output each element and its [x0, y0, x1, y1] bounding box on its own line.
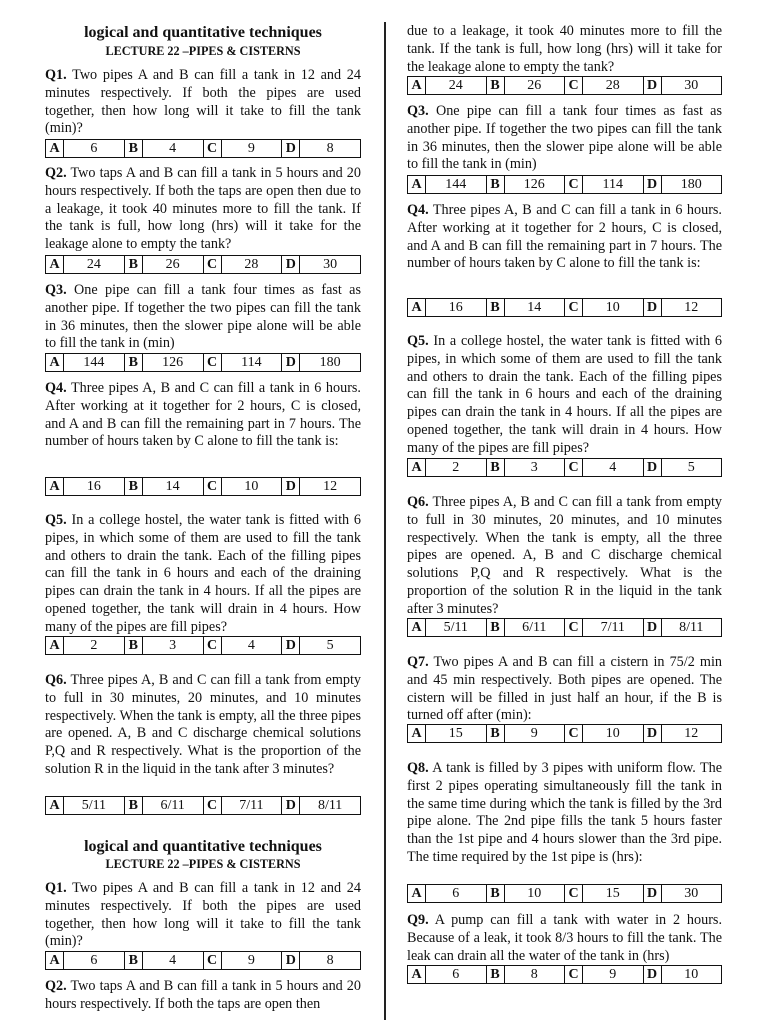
question-3 — [407, 103, 722, 174]
options-table — [407, 298, 722, 317]
question-text: Three pipes A, B and C can fill a tank from empty to full in 30 minutes, 20 minutes, and 10 minutes respectively. When the tank is empty, all the three pipes are opened. A, B and C discharge chemical solutions P,Q and R respectively. What is the proportion of the solution R in the liquid in the tank after 3 minutes? — [45, 672, 361, 777]
option-letter: B — [486, 725, 504, 743]
option-letter: B — [124, 797, 142, 815]
question-3 — [45, 282, 361, 353]
option-value: 180 — [661, 176, 722, 194]
document-title: logical and quantitative techniques — [84, 24, 322, 41]
question-number: Q3. — [45, 282, 67, 298]
options-table — [45, 255, 361, 274]
options-row — [408, 725, 722, 743]
option-letter: D — [643, 459, 661, 477]
question-number: Q1. — [45, 67, 67, 83]
option-letter: D — [643, 299, 661, 317]
option-value: 4 — [142, 140, 203, 158]
option-value: 5/11 — [426, 619, 487, 637]
option-letter: D — [282, 952, 300, 970]
options-table — [45, 636, 361, 655]
option-letter: A — [408, 77, 426, 95]
option-value: 144 — [64, 354, 125, 372]
question-text: In a college hostel, the water tank is fitted with 6 pipes, in which some of them are used to fill the tank and others to drain the tank. Each of the filling pipes can fill the tank in 6 hours and each of the draining pipes can drain the tank in 4 hours. If all the pipes are opened together, the tank will drain in 4 hours. How many of the pipes are fill pipes? — [45, 512, 362, 635]
option-letter: B — [486, 176, 504, 194]
option-value: 5/11 — [64, 797, 125, 815]
option-letter: A — [46, 478, 64, 496]
options-row — [46, 478, 361, 496]
question-text: Three pipes A, B and C can fill a tank from empty to full in 30 minutes, 20 minutes, and 10 minutes respectively. When the tank is empty, all the three pipes are opened. A, B and C discharge chemical solutions P,Q and R respectively. What is the proportion of the solution R in the liquid in the tank after 3 minutes? — [407, 494, 723, 617]
question-text: One pipe can fill a tank four times as fast as another pipe. If together the two pipes can fill the tank in 36 minutes, then the slower pipe alone will be able to fill the tank in (min) — [407, 103, 723, 173]
question-4 — [407, 202, 722, 273]
option-letter: B — [124, 256, 142, 274]
question-number: Q8. — [407, 760, 429, 776]
option-letter: B — [124, 637, 142, 655]
question-number: Q1. — [45, 880, 67, 896]
question-number: Q4. — [45, 380, 67, 396]
options-row — [408, 176, 722, 194]
question-text: Two taps A and B can fill a tank in 5 hours and 20 hours respectively. If both the taps are open then due to a leakage, it took 40 minutes more to fill the tank. If the tank is full, how long (hrs) will it take for the leakage alone to empty the tank? — [45, 165, 361, 253]
option-letter: C — [565, 966, 583, 984]
option-letter: D — [282, 478, 300, 496]
option-value: 26 — [142, 256, 203, 274]
option-letter: C — [203, 354, 221, 372]
question-text: Two taps A and B can fill a tank in 5 hours and 20 hours respectively. If both the taps are open then — [45, 978, 361, 1012]
question-5 — [407, 333, 722, 458]
question-8 — [407, 760, 722, 867]
question-7 — [407, 654, 722, 725]
option-value: 4 — [583, 459, 644, 477]
question-2 — [45, 165, 361, 254]
option-value: 5 — [300, 637, 361, 655]
option-value: 8/11 — [661, 619, 722, 637]
option-value: 7/11 — [583, 619, 644, 637]
column-divider — [384, 22, 386, 1020]
option-value: 3 — [142, 637, 203, 655]
option-value: 14 — [142, 478, 203, 496]
option-letter: A — [46, 797, 64, 815]
option-letter: D — [643, 77, 661, 95]
question-text: In a college hostel, the water tank is fitted with 6 pipes, in which some of them are used to fill the tank and others to drain the tank. Each of the filling pipes can fill the tank in 6 hours and each of the draining pipes can drain the tank in 4 hours. If all the pipes are opened together, the tank will drain in 4 hours. How many of the pipes are fill pipes? — [407, 333, 723, 456]
option-letter: A — [46, 637, 64, 655]
options-row — [408, 966, 722, 984]
option-letter: D — [282, 256, 300, 274]
option-value: 5 — [661, 459, 722, 477]
option-value: 126 — [142, 354, 203, 372]
question-text: Three pipes A, B and C can fill a tank in 6 hours. After working at it together for 2 hours, C is closed, and A and B can fill the remaining part in 7 hours. The number of hours taken by C alone to fill the tank is: — [407, 202, 722, 272]
option-value: 12 — [661, 299, 722, 317]
options-row — [408, 459, 722, 477]
option-letter: A — [408, 176, 426, 194]
option-value: 30 — [300, 256, 361, 274]
lecture-heading: LECTURE 22 –PIPES & CISTERNS — [105, 44, 301, 58]
lecture-heading-repeat: LECTURE 22 –PIPES & CISTERNS — [105, 857, 301, 871]
option-letter: B — [486, 77, 504, 95]
option-letter: C — [565, 299, 583, 317]
option-value: 144 — [426, 176, 487, 194]
option-value: 26 — [504, 77, 565, 95]
question-text: One pipe can fill a tank four times as fast as another pipe. If together the two pipes can fill the tank in 36 minutes, then the slower pipe alone will be able to fill the tank in (min) — [45, 282, 361, 352]
option-value: 24 — [426, 77, 487, 95]
option-letter: D — [643, 176, 661, 194]
option-value: 9 — [583, 966, 644, 984]
question-text: Two pipes A and B can fill a cistern in 75/2 min and 45 min respectively. Both pipes are opened. The cistern will be filled in just half an hour, if the B is turned off after (min): — [407, 654, 722, 724]
option-letter: B — [486, 885, 504, 903]
options-table — [407, 884, 722, 903]
options-row — [46, 637, 361, 655]
option-letter: D — [643, 619, 661, 637]
option-value: 180 — [300, 354, 361, 372]
options-row — [408, 885, 722, 903]
option-letter: C — [203, 952, 221, 970]
options-row — [408, 619, 722, 637]
option-letter: C — [565, 176, 583, 194]
option-value: 6/11 — [504, 619, 565, 637]
option-letter: B — [124, 354, 142, 372]
option-letter: A — [408, 459, 426, 477]
option-letter: C — [565, 77, 583, 95]
option-value: 15 — [426, 725, 487, 743]
option-value: 6 — [64, 952, 125, 970]
option-value: 10 — [221, 478, 282, 496]
option-value: 126 — [504, 176, 565, 194]
question-text: A pump can fill a tank with water in 2 hours. Because of a leak, it took 8/3 hours to fill the tank. The leak can drain all the water of the tank in (hrs) — [407, 912, 722, 964]
option-letter: B — [124, 140, 142, 158]
option-letter: B — [486, 299, 504, 317]
option-value: 6 — [426, 885, 487, 903]
question-number: Q3. — [407, 103, 429, 119]
option-letter: C — [203, 797, 221, 815]
option-value: 9 — [221, 140, 282, 158]
option-letter: A — [46, 952, 64, 970]
options-table — [45, 139, 361, 158]
question-number: Q6. — [45, 672, 67, 688]
question-number: Q9. — [407, 912, 429, 928]
question-9 — [407, 912, 722, 965]
option-value: 6/11 — [142, 797, 203, 815]
options-row — [408, 299, 722, 317]
question-text: A tank is filled by 3 pipes with uniform flow. The first 2 pipes operating simultaneously fill the tank in the same time during which the tank is filled by the 3rd pipe alone. The 2nd pipe fills the tank 5 hours faster than the 1st pipe and 4 hours slower than the 3rd pipe. The time required by the 1st pipe is (hrs): — [407, 760, 723, 865]
option-value: 8 — [300, 952, 361, 970]
option-letter: C — [565, 725, 583, 743]
option-letter: A — [408, 885, 426, 903]
question-4 — [45, 380, 361, 451]
option-value: 8 — [504, 966, 565, 984]
options-row — [408, 77, 722, 95]
options-table — [407, 724, 722, 743]
option-value: 9 — [504, 725, 565, 743]
option-letter: C — [203, 478, 221, 496]
question-5 — [45, 512, 361, 637]
option-value: 10 — [504, 885, 565, 903]
option-value: 8 — [300, 140, 361, 158]
option-letter: D — [643, 885, 661, 903]
options-table — [407, 175, 722, 194]
option-letter: B — [486, 619, 504, 637]
option-value: 6 — [426, 966, 487, 984]
options-table — [45, 353, 361, 372]
question-6 — [407, 494, 722, 619]
options-row — [46, 354, 361, 372]
question-number: Q2. — [45, 978, 67, 994]
option-letter: A — [46, 256, 64, 274]
option-value: 10 — [583, 299, 644, 317]
option-value: 114 — [583, 176, 644, 194]
option-value: 28 — [221, 256, 282, 274]
options-row — [46, 797, 361, 815]
option-value: 7/11 — [221, 797, 282, 815]
option-letter: A — [408, 725, 426, 743]
question-number: Q5. — [407, 333, 429, 349]
options-table — [45, 951, 361, 970]
left-column — [45, 0, 361, 1024]
option-value: 12 — [661, 725, 722, 743]
question-6 — [45, 672, 361, 779]
option-value: 12 — [300, 478, 361, 496]
option-value: 9 — [221, 952, 282, 970]
option-value: 15 — [583, 885, 644, 903]
option-letter: A — [46, 354, 64, 372]
option-value: 10 — [661, 966, 722, 984]
option-letter: A — [408, 299, 426, 317]
question-number: Q2. — [45, 165, 67, 181]
option-value: 10 — [583, 725, 644, 743]
option-value: 4 — [142, 952, 203, 970]
option-letter: B — [486, 459, 504, 477]
question-text: Two pipes A and B can fill a tank in 12 and 24 minutes respectively. If both the pipes are used together, then how long will it take to fill the tank (min)? — [45, 880, 361, 950]
option-value: 14 — [504, 299, 565, 317]
option-value: 3 — [504, 459, 565, 477]
option-letter: C — [565, 619, 583, 637]
option-letter: A — [408, 966, 426, 984]
option-letter: D — [643, 966, 661, 984]
option-value: 6 — [64, 140, 125, 158]
option-value: 8/11 — [300, 797, 361, 815]
options-table — [45, 477, 361, 496]
option-letter: C — [203, 256, 221, 274]
option-letter: D — [282, 354, 300, 372]
option-value: 24 — [64, 256, 125, 274]
question-number: Q6. — [407, 494, 429, 510]
options-row — [46, 256, 361, 274]
right-column — [407, 0, 722, 1024]
option-value: 30 — [661, 885, 722, 903]
option-letter: A — [46, 140, 64, 158]
option-letter: C — [565, 885, 583, 903]
option-value: 28 — [583, 77, 644, 95]
option-value: 2 — [64, 637, 125, 655]
option-letter: D — [643, 725, 661, 743]
options-table — [407, 965, 722, 984]
option-letter: B — [486, 966, 504, 984]
option-letter: C — [203, 140, 221, 158]
option-value: 16 — [64, 478, 125, 496]
question-1 — [45, 67, 361, 138]
options-row — [46, 952, 361, 970]
option-value: 30 — [661, 77, 722, 95]
question-text: due to a leakage, it took 40 minutes more to fill the tank. If the tank is full, how long (hrs) will it take for the leakage alone to empty the tank? — [407, 23, 722, 75]
option-value: 114 — [221, 354, 282, 372]
options-table — [45, 796, 361, 815]
question-2-partial — [45, 978, 361, 1014]
question-number: Q4. — [407, 202, 429, 218]
option-letter: C — [565, 459, 583, 477]
question-2-continued — [407, 23, 722, 76]
option-letter: A — [408, 619, 426, 637]
options-table — [407, 618, 722, 637]
question-1-repeat — [45, 880, 361, 951]
option-letter: D — [282, 797, 300, 815]
option-value: 4 — [221, 637, 282, 655]
options-table — [407, 76, 722, 95]
option-letter: D — [282, 140, 300, 158]
question-number: Q5. — [45, 512, 67, 528]
option-letter: B — [124, 952, 142, 970]
option-letter: D — [282, 637, 300, 655]
option-value: 16 — [426, 299, 487, 317]
option-value: 2 — [426, 459, 487, 477]
document-title-repeat: logical and quantitative techniques — [84, 838, 322, 855]
options-table — [407, 458, 722, 477]
question-number: Q7. — [407, 654, 429, 670]
question-text: Two pipes A and B can fill a tank in 12 and 24 minutes respectively. If both the pipes are used together, then how long will it take to fill the tank (min)? — [45, 67, 361, 137]
question-text: Three pipes A, B and C can fill a tank in 6 hours. After working at it together for 2 hours, C is closed, and A and B can fill the remaining part in 7 hours. The number of hours taken by C alone to fill the tank is: — [45, 380, 361, 450]
option-letter: C — [203, 637, 221, 655]
option-letter: B — [124, 478, 142, 496]
options-row — [46, 140, 361, 158]
